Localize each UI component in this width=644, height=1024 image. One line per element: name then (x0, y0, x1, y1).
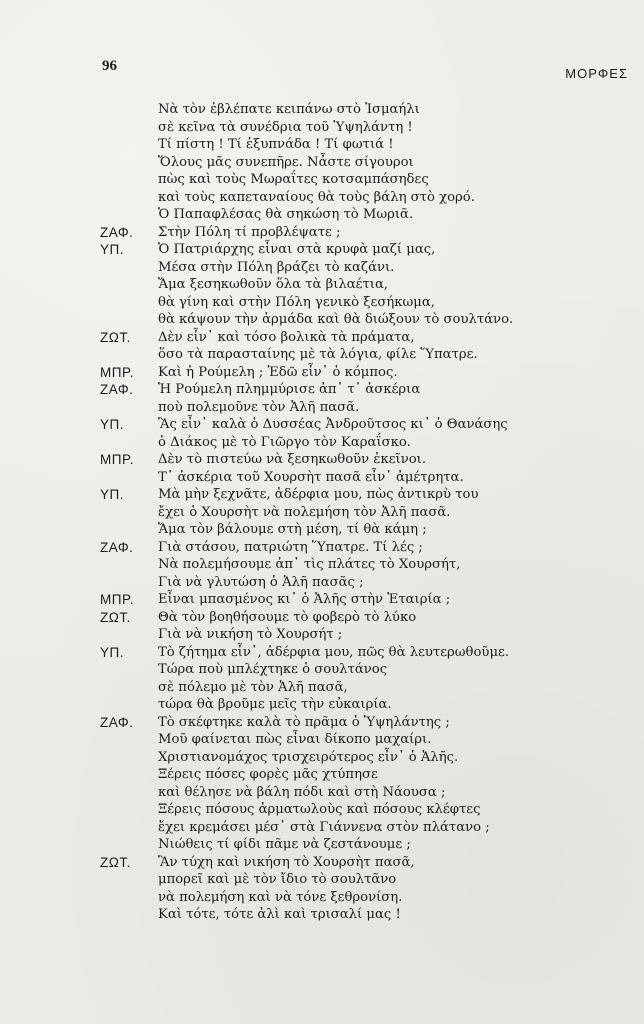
verse-text: Νὰ τὸν ἐβλέπατε κειπάνω στὸ Ἰσμαήλι (158, 102, 420, 117)
dialogue-line (100, 504, 640, 522)
dialogue-line (100, 154, 640, 172)
dialogue-line (100, 101, 640, 119)
speaker-label: ΥΠ. (100, 242, 125, 257)
dialogue-line (100, 906, 640, 924)
dialogue-line (100, 451, 640, 469)
verse-text: Ἡ Ρούμελη πλημμύρισε ἀπ᾽ τ᾽ ἀσκέρια (158, 382, 421, 397)
dialogue-line (100, 889, 640, 907)
verse-text: Ἂς εἶν᾽ καλὰ ὁ Δυσσέας Ἀνδροῦτσος κι᾽ ὁ Θανάσης (158, 417, 508, 432)
dialogue-line (100, 871, 640, 889)
speaker-label: ΖΑΦ. (100, 382, 134, 397)
speaker-label: ΜΠΡ. (100, 452, 135, 467)
verse-text: Ὅλους μᾶς συνεπῆρε. Νἆστε σίγουροι (158, 154, 414, 170)
verse-text: καὶ τοὺς καπεταναίους θὰ τοὺς βάλη στὸ χορό. (158, 189, 475, 205)
dialogue-line (100, 836, 640, 854)
dialogue-text (100, 101, 640, 924)
dialogue-line (100, 259, 640, 277)
verse-text: Ἂν τύχη καὶ νικήση τὸ Χουρσὴτ πασᾶ, (158, 854, 415, 870)
dialogue-line (100, 434, 640, 452)
dialogue-line (100, 294, 640, 312)
speaker-label: ΥΠ. (100, 417, 125, 432)
verse-text: Νιώθεις τί φίδι πᾶμε νὰ ζεστάνουμε ; (158, 837, 411, 852)
dialogue-line (100, 416, 640, 434)
dialogue-line (100, 381, 640, 399)
page-number: 96 (102, 58, 117, 74)
verse-text: Δὲν εἶν᾽ καὶ τόσο βολικὰ τὰ πράματα, (158, 329, 415, 345)
verse-text: Ἅμα ξεσηκωθοῦν ὅλα τὰ βιλαέτια, (158, 277, 389, 292)
verse-text: Εἶναι μπασμένος κι᾽ ὁ Ἀλῆς στὴν Ἑταιρία ; (158, 592, 451, 607)
speaker-label: ΖΑΦ. (100, 539, 134, 555)
verse-text: Θὰ τὸν βοηθήσουμε τὸ φοβερὸ τὸ λύκο (158, 609, 417, 625)
verse-text: Στὴν Πόλη τί προβλέψατε ; (158, 224, 341, 240)
verse-text: Καὶ ἡ Ρούμελη ; Ἐδῶ εἶν᾽ ὁ κόμπος. (158, 364, 398, 380)
dialogue-line (100, 784, 640, 802)
dialogue-line (100, 714, 640, 732)
verse-text: θὰ κάψουν τὴν ἀρμάδα καὶ θὰ διώξουν τὸ σουλτάνο. (158, 312, 514, 327)
dialogue-line (100, 171, 640, 189)
dialogue-line (100, 854, 640, 872)
verse-text: Τί πίστη ! Τί ἐξυπνάδα ! Τί φωτιά ! (158, 137, 394, 152)
dialogue-line (100, 644, 640, 662)
dialogue-line (100, 556, 640, 574)
speaker-label: ΜΠΡ. (100, 364, 135, 380)
speaker-label: ΖΑΦ. (100, 224, 134, 240)
speaker-label: ΥΠ. (100, 487, 125, 502)
verse-text: Γιὰ νὰ γλυτώση ὁ Ἀλῆ πασᾶς ; (158, 574, 364, 590)
verse-text: θὰ γίνη καὶ στὴν Πόλη γενικὸ ξεσήκωμα, (158, 294, 435, 310)
verse-text: Τὸ σκέφτηκε καλὰ τὸ πρᾶμα ὁ Ὑψηλάντης ; (158, 714, 450, 730)
verse-text: Δὲν τὸ πιστεύω νὰ ξεσηκωθοῦν ἐκεῖνοι. (158, 452, 427, 467)
verse-text: ποὺ πολεμοῦνε τὸν Ἀλῆ πασᾶ. (158, 399, 360, 415)
dialogue-line (100, 679, 640, 697)
dialogue-line (100, 661, 640, 679)
dialogue-line (100, 346, 640, 364)
verse-text: Μὰ μὴν ξεχνᾶτε, ἀδέρφια μου, πὼς ἀντικρὺ του (158, 487, 479, 502)
dialogue-line (100, 819, 640, 837)
dialogue-line (100, 486, 640, 504)
dialogue-line (100, 626, 640, 644)
verse-text: σὲ κεῖνα τὰ συνέδρια τοῦ Ὑψηλάντη ! (158, 119, 413, 135)
verse-text: Ξέρεις πόσους ἀρματωλοὺς καὶ πόσους κλέφτες (158, 802, 481, 817)
verse-text: Τ᾽ ἀσκέρια τοῦ Χουρσὴτ πασᾶ εἶν᾽ ἀμέτρητα. (158, 469, 464, 485)
verse-text: ὁ Διάκος μὲ τὸ Γιῶργο τὸν Καραΐσκο. (158, 434, 412, 450)
verse-text: Γιὰ στάσου, πατριώτη Ὕπατρε. Τί λές ; (158, 539, 423, 555)
verse-text: νὰ πολεμήση καὶ νὰ τόνε ξεθρονίση. (158, 889, 403, 905)
verse-text: Μοῦ φαίνεται πὼς εἶναι δίκοπο μαχαίρι. (158, 732, 432, 747)
verse-text: σὲ πόλεμο μὲ τὸν Ἀλῆ πασᾶ, (158, 679, 348, 695)
speaker-label: ΖΩΤ. (100, 329, 131, 345)
dialogue-line (100, 749, 640, 767)
dialogue-line (100, 731, 640, 749)
verse-text: τώρα θὰ βροῦμε μεῖς τὴν εὐκαιρία. (158, 697, 392, 712)
speaker-label: ΖΩΤ. (100, 609, 131, 625)
dialogue-line (100, 591, 640, 609)
verse-text: ἔχει ὁ Χουρσὴτ νὰ πολεμήση τὸν Ἀλῆ πασᾶ. (158, 504, 451, 520)
dialogue-line (100, 469, 640, 487)
verse-text: Γιὰ νὰ νικήση τὸ Χουρσήτ ; (158, 627, 343, 642)
dialogue-line (100, 399, 640, 417)
dialogue-line (100, 311, 640, 329)
verse-text: Νὰ πολεμήσουμε ἀπ᾽ τὶς πλάτες τὸ Χουρσήτ, (158, 557, 461, 572)
speaker-label: ΖΑΦ. (100, 714, 134, 730)
dialogue-line (100, 329, 640, 347)
verse-text: Χριστιανομάχος τρισχειρότερος εἶν᾽ ὁ Ἀλῆς. (158, 749, 459, 765)
verse-text: Ξέρεις πόσες φορὲς μᾶς χτύπησε (158, 767, 378, 782)
dialogue-line (100, 241, 640, 259)
verse-text: ὅσο τὰ παρασταίνης μὲ τὰ λόγια, φίλε Ὕπατρε. (158, 347, 478, 362)
speaker-label: ΖΩΤ. (100, 854, 131, 870)
dialogue-line (100, 189, 640, 207)
verse-text: Τὸ ζήτημα εἶν᾽, ἀδέρφια μου, πῶς θὰ λευτερωθοῦμε. (158, 644, 510, 660)
dialogue-line (100, 766, 640, 784)
verse-text: Ὁ Παπαφλέσας θὰ σηκώση τὸ Μωριᾶ. (158, 207, 414, 222)
dialogue-line (100, 574, 640, 592)
verse-text: Ὁ Πατριάρχης εἶναι στὰ κρυφὰ μαζί μας, (158, 242, 436, 257)
verse-text: Μέσα στὴν Πόλη βράζει τὸ καζάνι. (158, 259, 395, 275)
running-head: ΜΟΡΦΕΣ (565, 66, 628, 81)
dialogue-line (100, 696, 640, 714)
speaker-label: ΜΠΡ. (100, 592, 135, 607)
verse-text: καὶ θέλησε νὰ βάλη πόδι καὶ στὴ Νάουσα ; (158, 784, 446, 800)
dialogue-line (100, 364, 640, 382)
verse-text: μπορεῖ καὶ μὲ τὸν ἴδιο τὸ σουλτᾶνο (158, 872, 397, 887)
dialogue-line (100, 119, 640, 137)
dialogue-line (100, 136, 640, 154)
dialogue-line (100, 521, 640, 539)
dialogue-line (100, 276, 640, 294)
verse-text: ἔχει κρεμάσει μέσ᾽ στὰ Γιάννενα στὸν πλάτανο ; (158, 819, 490, 835)
dialogue-line (100, 801, 640, 819)
dialogue-line (100, 539, 640, 557)
dialogue-line (100, 206, 640, 224)
verse-text: Τώρα ποὺ μπλέχτηκε ὁ σουλτάνος (158, 662, 388, 677)
verse-text: πὼς καὶ τοὺς Μωραΐτες κοτσαμπάσηδες (158, 172, 429, 187)
verse-text: Καὶ τότε, τότε ἀλὶ καὶ τρισαλί μας ! (158, 907, 401, 922)
speaker-label: ΥΠ. (100, 644, 125, 660)
dialogue-line (100, 609, 640, 627)
verse-text: Ἅμα τὸν βάλουμε στὴ μέση, τί θὰ κάμη ; (158, 522, 427, 537)
dialogue-line (100, 224, 640, 242)
